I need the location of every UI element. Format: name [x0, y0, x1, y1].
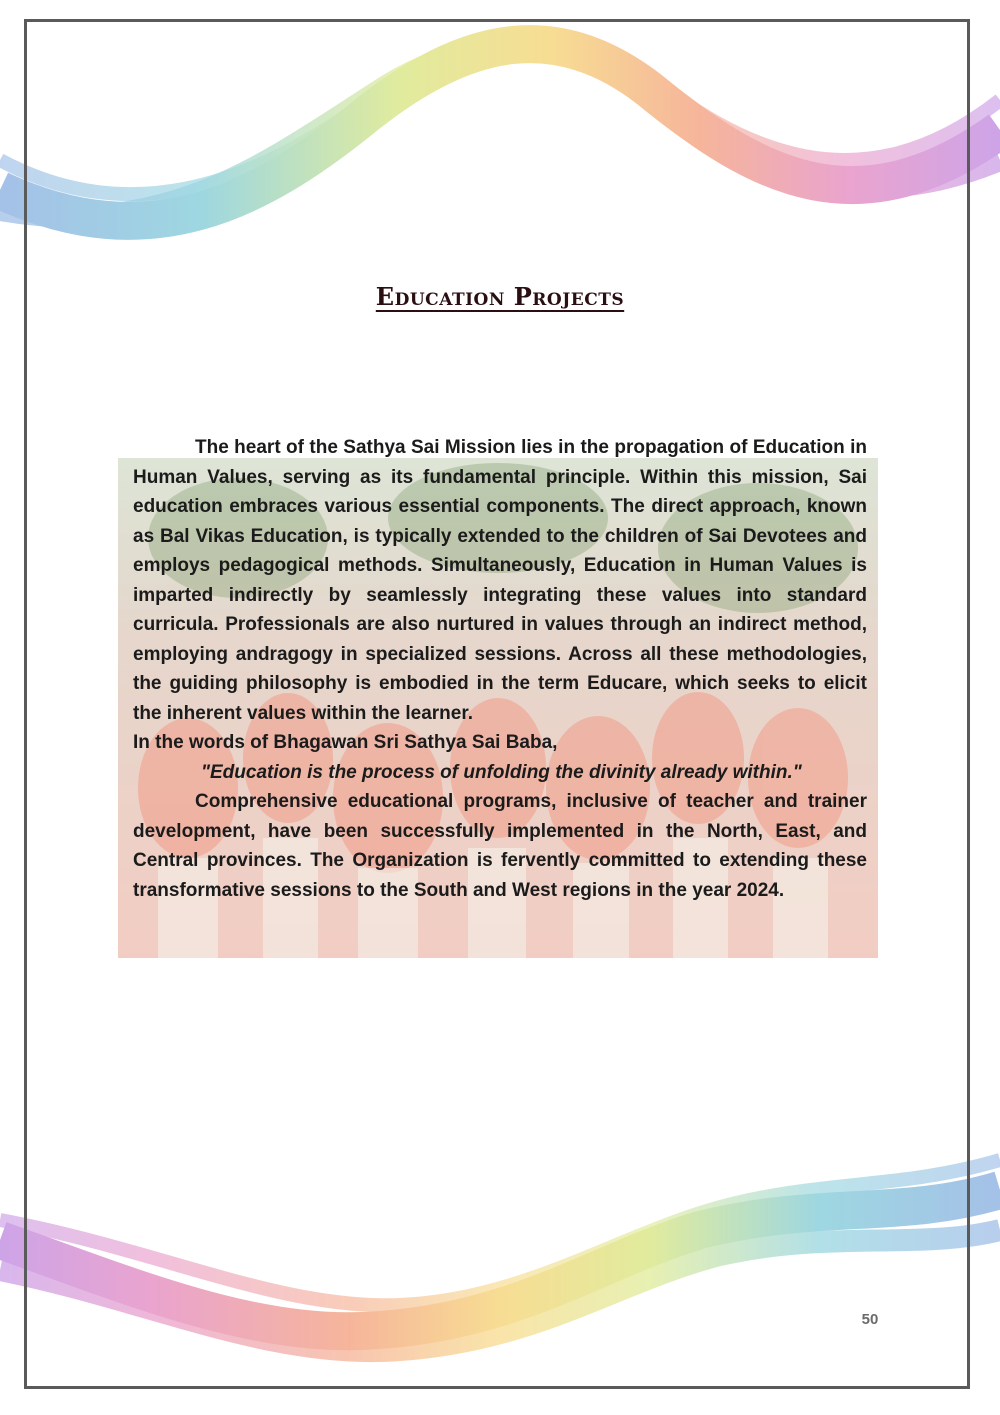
page-title: Education Projects [375, 282, 625, 311]
quote-attribution: In the words of Bhagawan Sri Sathya Sai Baba, [133, 732, 558, 753]
page-title-wrap [0, 282, 1000, 311]
quote-text: "Education is the process of unfolding the divinity already within." [201, 761, 802, 783]
paragraph-programs: Comprehensive educational programs, inclusive of teacher and trainer development, have been successfully implemented in the North, East, and Central provinces. The Organization is fervently committed to extending these transformative sessions to the South and West regions in the year 2024. [133, 791, 867, 901]
page-number: 50 [861, 1311, 879, 1328]
main-content [133, 433, 867, 905]
paragraph-intro: The heart of the Sathya Sai Mission lies in the propagation of Education in Human Values, serving as its fundamental principle. Within this mission, Sai education embraces various essential components. The direct approach, known as Bal Vikas Education, is typically extended to the children of Sai Devotees and employs pedagogical methods. Simultaneously, Education in Human Values is imparted indirectly by seamlessly integrating these values into standard curricula. Professionals are also nurtured in values through an indirect method, employing andragogy in specialized sessions. Across all these methodologies, the guiding philosophy is embodied in the term Educare, which seeks to elicit the inherent values within the learner. [133, 437, 867, 724]
